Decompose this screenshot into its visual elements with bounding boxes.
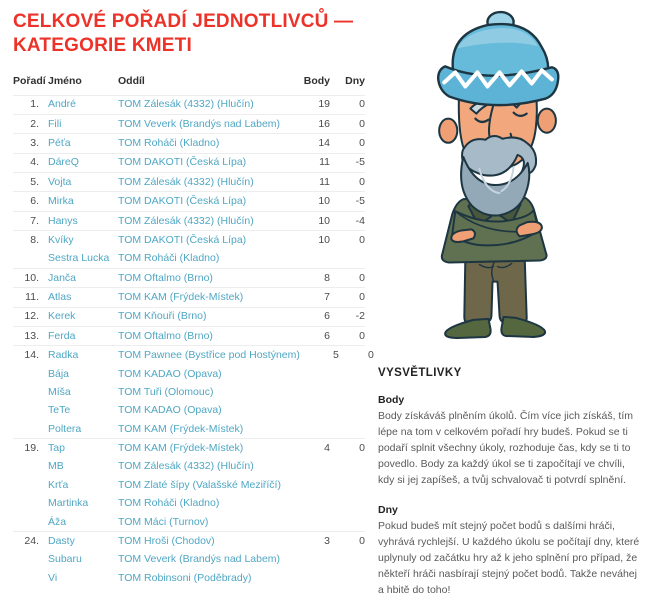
team-link[interactable]: TOM KADAO (Opava)	[118, 367, 222, 380]
table-header-row	[13, 72, 365, 95]
player-name-link[interactable]: Vojta	[48, 175, 72, 188]
days-cell: 0	[359, 442, 365, 454]
rank-cell: 19.	[24, 442, 39, 454]
team-link[interactable]: TOM Roháči (Kladno)	[118, 252, 220, 265]
player-name-link[interactable]: Subaru	[48, 553, 82, 566]
table-row	[13, 268, 365, 287]
table-row	[13, 551, 365, 569]
table-row	[13, 326, 365, 345]
table-row	[13, 569, 365, 587]
rank-cell: 8.	[30, 233, 39, 246]
days-cell: 0	[359, 98, 365, 111]
column-header-days: Dny	[345, 74, 365, 87]
legend-section-dny	[378, 504, 640, 599]
team-link[interactable]: TOM KAM (Frýdek-Místek)	[118, 291, 244, 303]
player-name-link[interactable]: Kvíky	[48, 233, 74, 246]
column-header-team: Oddíl	[118, 74, 145, 87]
player-name-link[interactable]: Janča	[48, 271, 77, 284]
points-cell: 3	[324, 534, 330, 547]
team-link[interactable]: TOM Oftalmo (Brno)	[118, 271, 213, 284]
legend-heading: VYSVĚTLIVKY	[378, 367, 462, 379]
table-row	[13, 95, 365, 114]
player-name-link[interactable]: Tap	[48, 442, 65, 454]
info-column	[378, 0, 640, 599]
results-table	[13, 72, 374, 587]
team-link[interactable]: TOM Hroši (Chodov)	[118, 534, 215, 547]
legend-section-body	[378, 394, 640, 489]
player-name-link[interactable]: Áža	[48, 515, 67, 528]
points-cell: 10	[318, 233, 330, 246]
team-link[interactable]: TOM DAKOTI (Česká Lípa)	[118, 233, 247, 246]
team-link[interactable]: TOM Zlaté šípy (Valašské Meziříčí)	[118, 478, 281, 491]
player-name-link[interactable]: Martinka	[48, 497, 89, 510]
player-name-link[interactable]: Fili	[48, 117, 62, 130]
team-link[interactable]: TOM Oftalmo (Brno)	[118, 329, 213, 342]
rank-cell: 24.	[24, 534, 39, 547]
rank-cell: 14.	[24, 349, 39, 362]
player-name-link[interactable]: Mirka	[48, 195, 74, 208]
table-row	[13, 438, 365, 457]
team-link[interactable]: TOM Roháči (Kladno)	[118, 497, 220, 510]
team-link[interactable]: TOM Zálesák (4332) (Hlučín)	[118, 98, 254, 111]
table-row	[13, 133, 365, 152]
table-row	[13, 230, 365, 249]
player-name-link[interactable]: Sestra Lucka	[48, 252, 110, 265]
days-cell: 0	[368, 349, 374, 362]
team-link[interactable]: TOM DAKOTI (Česká Lípa)	[118, 195, 247, 208]
player-name-link[interactable]: Bája	[48, 367, 70, 380]
points-cell: 10	[318, 214, 330, 227]
table-row	[13, 153, 365, 172]
points-cell: 11	[319, 175, 330, 188]
points-cell: 5	[333, 349, 339, 362]
table-row	[13, 476, 365, 494]
table-row	[13, 383, 365, 401]
table-row	[13, 287, 365, 306]
rank-cell: 2.	[30, 117, 39, 130]
player-name-link[interactable]: Vi	[48, 571, 58, 584]
table-row	[13, 211, 365, 230]
player-name-link[interactable]: Krťa	[48, 478, 69, 491]
days-cell: 0	[359, 137, 365, 149]
team-link[interactable]: TOM DAKOTI (Česká Lípa)	[118, 156, 247, 169]
days-cell: 0	[359, 233, 365, 246]
table-row	[13, 345, 374, 364]
legend-section-title: Body	[378, 394, 405, 406]
days-cell: 0	[359, 271, 365, 284]
team-link[interactable]: TOM Kňouři (Brno)	[118, 310, 207, 323]
table-row	[13, 172, 365, 191]
team-link[interactable]: TOM KAM (Frýdek-Místek)	[118, 442, 244, 454]
table-row	[13, 420, 365, 438]
player-name-link[interactable]: André	[48, 98, 77, 111]
team-link[interactable]: TOM Tuři (Olomouc)	[118, 385, 214, 398]
table-body	[13, 95, 374, 588]
player-name-link[interactable]: MB	[48, 460, 64, 473]
team-link[interactable]: TOM Robinsoni (Poděbrady)	[118, 571, 252, 584]
points-cell: 6	[324, 329, 330, 342]
table-row	[13, 365, 365, 383]
table-row	[13, 458, 365, 476]
days-cell: 0	[359, 117, 365, 130]
team-link[interactable]: TOM Zálesák (4332) (Hlučín)	[118, 460, 254, 473]
rank-cell: 5.	[30, 175, 39, 188]
player-name-link[interactable]: Hanys	[48, 214, 78, 227]
points-cell: 10	[318, 195, 330, 208]
rank-cell: 3.	[30, 137, 39, 149]
points-cell: 16	[318, 117, 330, 130]
legend-section-text: Pokud budeš mít stejný počet bodů s dalšími hráči, vyhrává rychlejší. U každého úkolu se počítají dny, které uplynuly od začátku hry až k jeho splnění pro případ, že někteří hráči nasbírají stejný počet bodů. Takže neváhej a hbitě do toho!	[378, 519, 640, 596]
legend-section-text: Body získáváš plněním úkolů. Čím více jich získáš, tím lépe na tom v celkovém pořadí hry budeš. Pokud se ti podaří splnit všechny úkoly, rozhoduje čas, kdy se ti to povedlo. Body za každý úkol se ti započítají ve chvíli, kdy si jej zapíšeš, a tvůj schvalovač ti potvrdí splnění.	[378, 410, 634, 486]
days-cell: -4	[355, 214, 365, 227]
rank-cell: 13.	[24, 329, 39, 342]
player-name-link[interactable]: Kerek	[48, 310, 76, 323]
team-link[interactable]: TOM Zálesák (4332) (Hlučín)	[118, 214, 254, 227]
rank-cell: 1.	[30, 98, 39, 111]
player-name-link[interactable]: Míša	[48, 385, 71, 398]
points-cell: 19	[318, 98, 330, 111]
rank-cell: 11.	[25, 291, 39, 303]
days-cell: 0	[359, 329, 365, 342]
days-cell: 0	[359, 534, 365, 547]
rank-cell: 7.	[30, 214, 39, 227]
player-name-link[interactable]: TeTe	[48, 404, 71, 417]
table-row	[13, 307, 365, 326]
points-cell: 4	[324, 442, 330, 454]
rank-cell: 10.	[24, 271, 39, 284]
points-cell: 8	[324, 271, 330, 284]
player-name-link[interactable]: Ferda	[48, 329, 76, 342]
points-cell: 14	[318, 137, 330, 149]
days-cell: -5	[355, 156, 365, 169]
days-cell: 0	[359, 291, 365, 303]
team-link[interactable]: TOM Veverk (Brandýs nad Labem)	[118, 117, 281, 130]
days-cell: 0	[359, 175, 365, 188]
table-row	[13, 114, 365, 133]
team-link[interactable]: TOM Roháči (Kladno)	[118, 137, 220, 149]
table-row	[13, 531, 365, 550]
column-header-points: Body	[303, 74, 330, 87]
results-column	[13, 10, 374, 587]
days-cell: -2	[355, 310, 365, 323]
table-row	[13, 191, 365, 210]
old-man-illustration	[426, 8, 564, 345]
column-header-rank: Pořadí	[13, 74, 46, 87]
player-name-link[interactable]: Poltera	[48, 422, 82, 435]
points-cell: 7	[324, 291, 330, 303]
player-name-link[interactable]: DáreQ	[48, 156, 79, 169]
table-row	[13, 513, 365, 531]
table-row	[13, 402, 365, 420]
team-link[interactable]: TOM Pawnee (Bystřice pod Hostýnem)	[118, 349, 300, 362]
player-name-link[interactable]: Dasty	[48, 534, 75, 547]
column-header-name: Jméno	[48, 74, 82, 87]
team-link[interactable]: TOM KADAO (Opava)	[118, 404, 222, 417]
rank-cell: 4.	[30, 156, 39, 169]
team-link[interactable]: TOM KAM (Frýdek-Místek)	[118, 422, 244, 435]
team-link[interactable]: TOM Zálesák (4332) (Hlučín)	[118, 175, 254, 188]
days-cell: -5	[355, 195, 365, 208]
team-link[interactable]: TOM Veverk (Brandýs nad Labem)	[118, 553, 281, 566]
player-name-link[interactable]: Atlas	[48, 291, 72, 303]
team-link[interactable]: TOM Máci (Turnov)	[118, 515, 209, 528]
rank-cell: 12.	[24, 310, 39, 323]
rank-cell: 6.	[30, 195, 39, 208]
points-cell: 11	[319, 156, 330, 169]
page-title: CELKOVÉ POŘADÍ JEDNOTLIVCŮ — KATEGORIE KMETI	[13, 11, 354, 56]
points-cell: 6	[324, 310, 330, 323]
legend-section-title: Dny	[378, 503, 398, 516]
player-name-link[interactable]: Péťa	[48, 137, 71, 149]
table-row	[13, 250, 365, 268]
player-name-link[interactable]: Radka	[48, 349, 79, 362]
table-row	[13, 494, 365, 512]
